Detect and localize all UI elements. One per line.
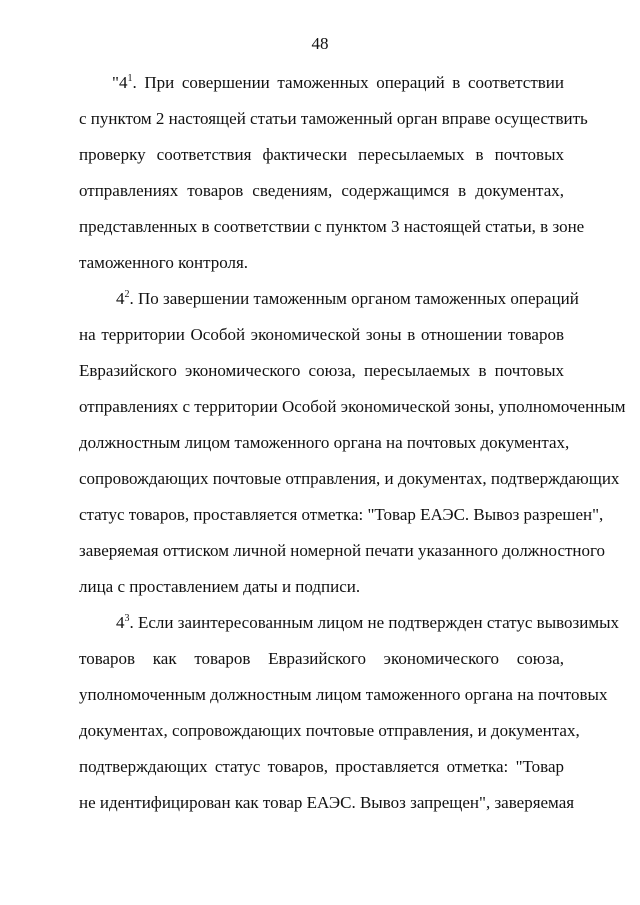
paragraph-line: отправлениях товаров сведениям, содержащимся в документах, <box>79 181 564 200</box>
clause-marker: $4^3$. <box>116 613 138 632</box>
paragraph-line: с пунктом 2 настоящей статьи таможенный орган вправе осуществить <box>79 109 588 128</box>
paragraph-line: Евразийского экономического союза, пересылаемых в почтовых <box>79 361 564 380</box>
paragraph-line: подтверждающих статус товаров, проставляется отметка: "Товар <box>79 757 564 776</box>
paragraph-line: на территории Особой экономической зоны в отношении товаров <box>79 325 564 344</box>
paragraph-line: документах, сопровождающих почтовые отправления, и документах, <box>79 721 580 740</box>
paragraph-line: $4^2$. По завершении таможенным органом таможенных операций <box>116 289 579 308</box>
paragraph-line: "$4^1$. При совершении таможенных операций в соответствии <box>112 73 565 92</box>
paragraph-line: проверку соответствия фактически пересылаемых в почтовых <box>79 145 564 164</box>
paragraph-line: заверяемая оттиском личной номерной печати указанного должностного <box>79 541 606 560</box>
paragraph-line: должностным лицом таможенного органа на почтовых документах, <box>79 433 570 452</box>
paragraph-line: отправлениях с территории Особой экономической зоны, уполномоченным <box>79 397 626 416</box>
paragraph-line: статус товаров, проставляется отметка: "Товар ЕАЭС. Вывоз разрешен", <box>79 505 604 524</box>
paragraph-line: товаров как товаров Евразийского экономического союза, <box>79 649 564 668</box>
paragraph-line: таможенного контроля. <box>79 253 249 272</box>
paragraph-line: уполномоченным должностным лицом таможенного органа на почтовых <box>79 685 608 704</box>
paragraph-line: не идентифицирован как товар ЕАЭС. Вывоз запрещен", заверяемая <box>79 793 575 812</box>
paragraph-line: представленных в соответствии с пунктом 3 настоящей статьи, в зоне <box>79 217 585 236</box>
paragraph-line: лица с проставлением даты и подписи. <box>79 577 361 596</box>
page-number: 48 <box>311 34 329 53</box>
clause-marker: $4^2$. <box>116 289 138 308</box>
paragraph-line: сопровождающих почтовые отправления, и документах, подтверждающих <box>79 469 620 488</box>
paragraph-line: $4^3$. Если заинтересованным лицом не подтвержден статус вывозимых <box>116 613 620 632</box>
clause-marker: "$4^1$. <box>112 73 145 92</box>
